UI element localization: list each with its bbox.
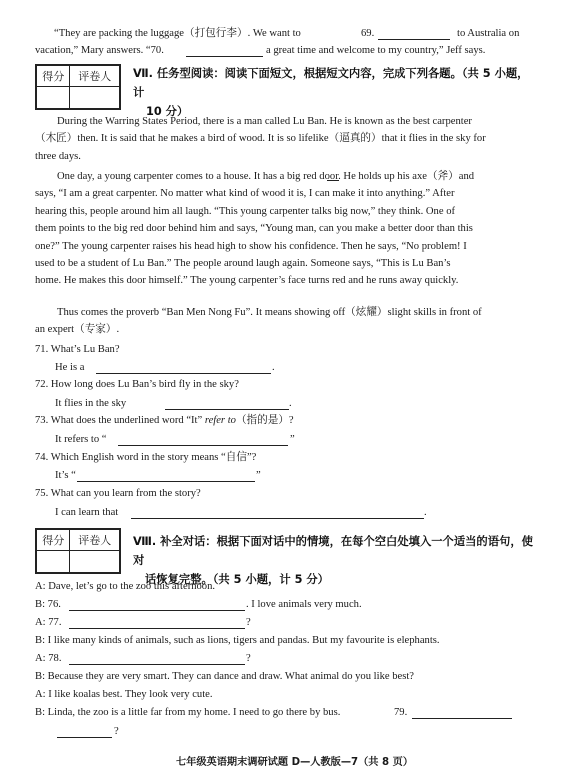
reviewer-cell[interactable] xyxy=(70,551,120,573)
score-cell[interactable] xyxy=(37,551,70,573)
dialog-text: “They are packing the luggage（打包行李）. We want to xyxy=(54,28,301,39)
dialogue-line-79-end: ? xyxy=(114,726,119,737)
question-74: 74. Which English word in the story means “自信”? xyxy=(35,452,257,463)
blank-79-number: 79. xyxy=(394,707,408,718)
dialog-line-2: vacation,” Mary answers. “70. xyxy=(35,45,164,56)
question-75: 75. What can you learn from the story? xyxy=(35,488,201,499)
answer-75-suffix: . xyxy=(424,507,427,518)
passage-paragraph-2: One day, a young carpenter comes to a house. It has a big red door. He holds up his axe（斧）and says, “I am a great carpenter. No matter what kind of wood it is, I can make it into anything.” After hearing this, people around him all laugh. “This young carpenter talks big now,” they think. One of them points to the big red door behind him and says, “Young man, can you make a better door than this one?” The young carpenter raises his head high to show his confidence. Then he says, “No problem! I used to be a student of Lu Ban.” The people around laugh again. Someone says, “This is Lu Ban’s home. He makes this door himself.” The young carpenter’s face turns red and he runs away quickly. xyxy=(35,171,475,287)
dialogue-line-b3: B: Because they are very smart. They can dance and draw. What animal do you like best? xyxy=(35,671,414,682)
blank-79-continued[interactable] xyxy=(57,737,112,738)
score-label: 得分 xyxy=(37,530,70,551)
answer-73-blank[interactable] xyxy=(118,445,288,446)
answer-71-blank[interactable] xyxy=(96,373,271,374)
answer-73-suffix: ” xyxy=(290,434,295,445)
blank-69-number: 69. xyxy=(361,28,375,39)
dialogue-line-78: A: 78. xyxy=(35,653,62,664)
answer-74-suffix: ” xyxy=(256,470,261,481)
blank-76[interactable] xyxy=(69,610,245,611)
section-8-heading: Ⅷ. 补全对话：根据下面对话中的情境，在每个空白处填入一个适当的语句，使对 话恢复完整。（共 5 小题，计 5 分） xyxy=(133,535,533,586)
dialogue-line-77-end: ? xyxy=(246,617,251,628)
question-71: 71. What’s Lu Ban? xyxy=(35,344,120,355)
section-7-heading: Ⅶ. 任务型阅读：阅读下面短文，根据短文内容，完成下列各题。（共 5 小题，计 10 分） xyxy=(133,67,529,118)
dialogue-line-76: B: 76. xyxy=(35,599,61,610)
dialogue-line-76-end: . I love animals very much. xyxy=(246,599,362,610)
dialogue-line-79: B: Linda, the zoo is a little far from my home. I need to go there by bus. xyxy=(35,707,341,718)
answer-73-prefix: It refers to “ xyxy=(55,434,107,445)
answer-75-blank[interactable] xyxy=(131,518,424,519)
reviewer-label: 评卷人 xyxy=(70,66,120,87)
dialogue-line-a1: A: Dave, let’s go to the zoo this afternoon. xyxy=(35,581,216,592)
blank-70[interactable] xyxy=(186,56,263,57)
dialog-line-2-end: a great time and welcome to my country,” Jeff says. xyxy=(266,45,486,56)
answer-71-suffix: . xyxy=(272,362,275,373)
answer-71-prefix: He is a xyxy=(55,362,85,373)
page-footer: 七年级英语期末调研试题 D—人教版—7（共 8 页） xyxy=(176,757,414,768)
dialogue-line-78-end: ? xyxy=(246,653,251,664)
dialog-line-1 xyxy=(54,27,301,41)
question-72: 72. How long does Lu Ban’s bird fly in the sky? xyxy=(35,379,239,390)
dialogue-line-a4: A: I like koalas best. They look very cute. xyxy=(35,689,213,700)
reviewer-label: 评卷人 xyxy=(70,530,120,551)
passage-paragraph-3: Thus comes the proverb “Ban Men Nong Fu”. It means showing off（炫耀）slight skills in front of an expert（专家）. xyxy=(35,307,482,336)
blank-69[interactable] xyxy=(378,39,450,40)
question-73: 73. What does the underlined word “It” refer to（指的是）? xyxy=(35,415,294,426)
dialogue-line-b2: B: I like many kinds of animals, such as lions, tigers and pandas. But my favourite is elephants. xyxy=(35,635,440,646)
reviewer-cell[interactable] xyxy=(70,87,120,109)
answer-74-blank[interactable] xyxy=(77,481,255,482)
dialog-line-1-end: to Australia on xyxy=(457,28,520,39)
answer-72-suffix: . xyxy=(289,398,292,409)
dialogue-line-77: A: 77. xyxy=(35,617,62,628)
answer-72-blank[interactable] xyxy=(165,409,289,410)
answer-72-prefix: It flies in the sky xyxy=(55,398,127,409)
blank-78[interactable] xyxy=(69,664,245,665)
passage-paragraph-1: During the Warring States Period, there is a man called Lu Ban. He is known as the best carpenter （木匠）then. It is said that he makes a bird of wood. It is so lifelike（逼真的）that it flies in the sky for three days. xyxy=(35,116,486,162)
answer-75-prefix: I can learn that xyxy=(55,507,119,518)
answer-74-prefix: It’s “ xyxy=(55,470,76,481)
score-box-8 xyxy=(35,528,121,574)
score-box-7 xyxy=(35,64,121,110)
blank-77[interactable] xyxy=(69,628,245,629)
underlined-word-it xyxy=(327,180,339,181)
score-cell[interactable] xyxy=(37,87,70,109)
blank-79[interactable] xyxy=(412,718,512,719)
score-label: 得分 xyxy=(37,66,70,87)
